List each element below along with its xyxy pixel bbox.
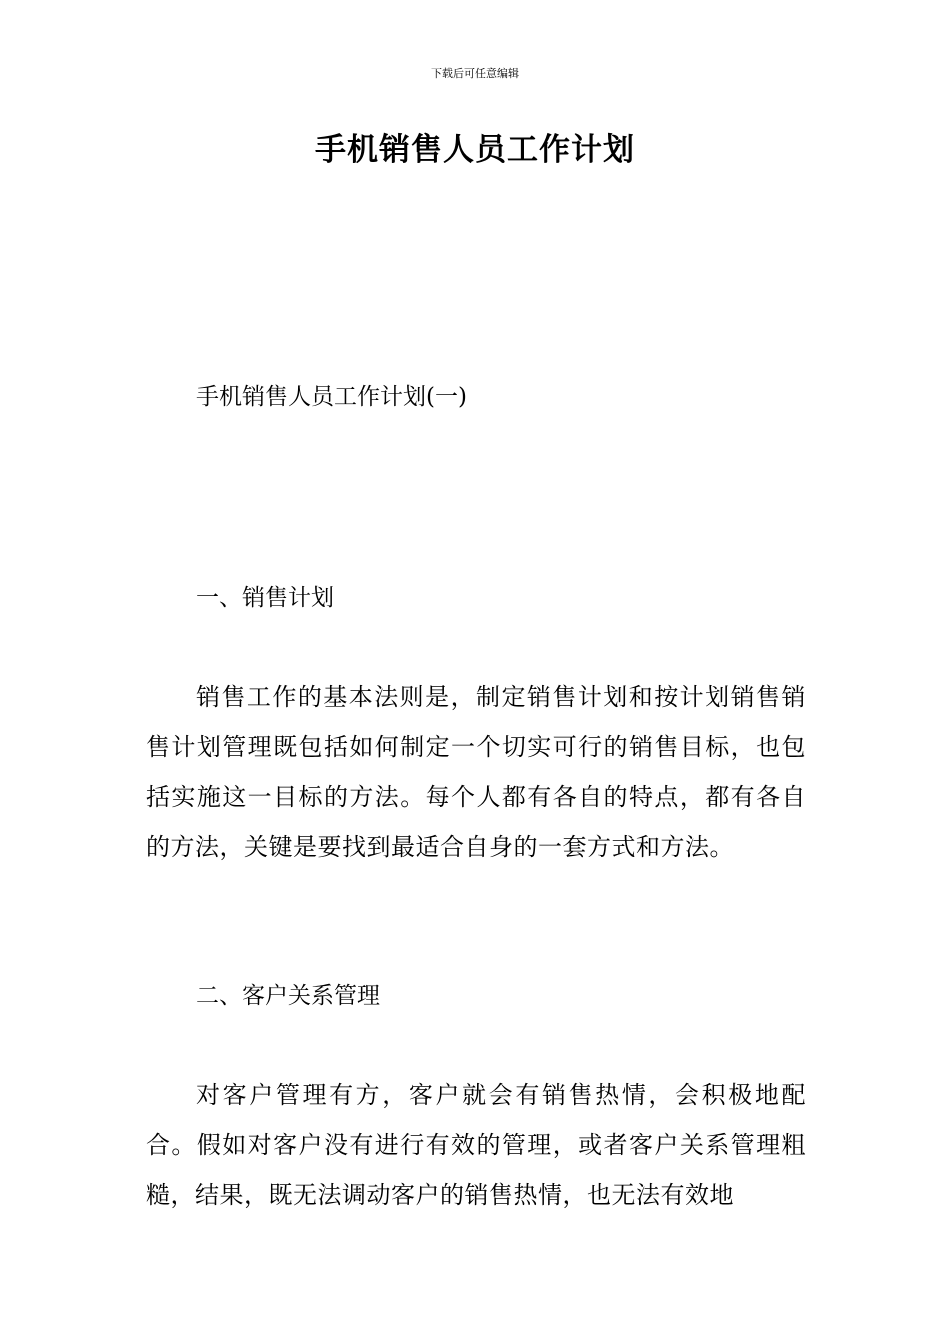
header-note: 下载后可任意编辑	[431, 67, 519, 80]
section-heading-customer-relations: 二、客户关系管理	[196, 983, 380, 1009]
section-paragraph-sales-plan: 销售工作的基本法则是，制定销售计划和按计划销售销售计划管理既包括如何制定一个切实可行的销售目标，也包括实施这一目标的方法。每个人都有各自的特点，都有各自的方法，关键是要找到最适合自身的一套方式和方法。	[146, 683, 806, 861]
document-subtitle: 手机销售人员工作计划(一)	[196, 384, 467, 410]
section-paragraph-customer-relations: 对客户管理有方，客户就会有销售热情，会积极地配合。假如对客户没有进行有效的管理，或者客户关系管理粗糙，结果，既无法调动客户的销售热情，也无法有效地	[146, 1081, 806, 1209]
section-heading-sales-plan: 一、销售计划	[196, 585, 334, 611]
document-title: 手机销售人员工作计划	[315, 132, 635, 168]
